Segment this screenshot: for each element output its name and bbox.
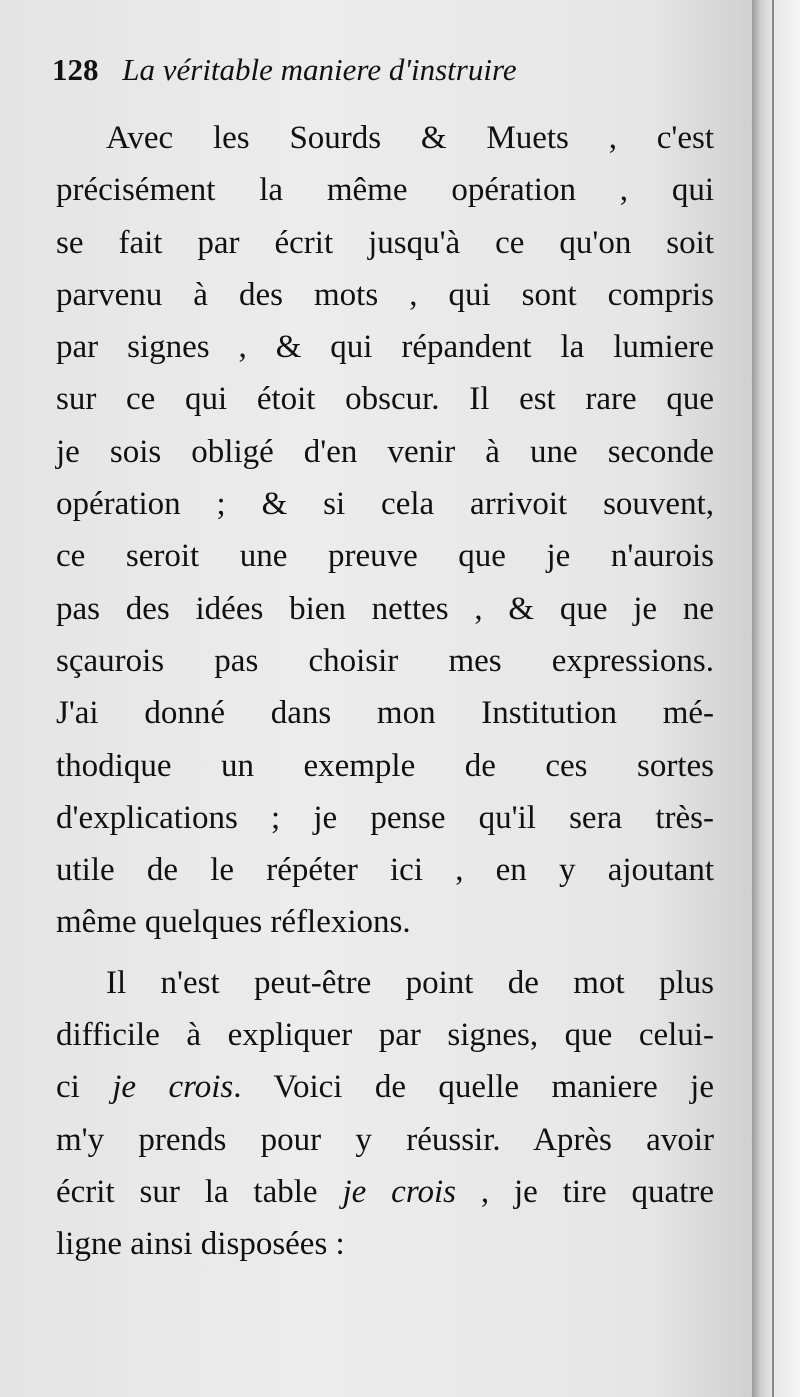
page-header bbox=[52, 52, 702, 96]
gutter-edge bbox=[772, 0, 774, 1397]
text-line: utile de le répéter ici , en y ajoutant bbox=[56, 852, 714, 889]
text-line: par signes , & qui répandent la lumiere bbox=[56, 329, 714, 366]
text-line: thodique un exemple de ces sortes bbox=[56, 747, 714, 784]
body-text bbox=[56, 112, 714, 1271]
running-title: La véritable maniere d'instruire bbox=[122, 52, 517, 87]
page-number: 128 bbox=[52, 52, 99, 87]
page-gutter bbox=[752, 0, 800, 1397]
text-line: écrit sur la table je crois , je tire quatre bbox=[56, 1173, 714, 1210]
text-line: parvenu à des mots , qui sont compris bbox=[56, 276, 714, 313]
text-line: J'ai donné dans mon Institution mé- bbox=[56, 695, 714, 732]
text-line: précisément la même opération , qui bbox=[56, 172, 714, 209]
text-line: d'explications ; je pense qu'il sera très- bbox=[56, 799, 714, 836]
text-line: m'y prends pour y réussir. Après avoir bbox=[56, 1121, 714, 1158]
text-line: opération ; & si cela arrivoit souvent, bbox=[56, 486, 714, 523]
text-line: ci je crois. Voici de quelle maniere je bbox=[56, 1069, 714, 1106]
text-line: sçaurois pas choisir mes expressions. bbox=[56, 642, 714, 679]
text-line: difficile à expliquer par signes, que celui- bbox=[56, 1017, 714, 1054]
text-line: Il n'est peut-être point de mot plus bbox=[106, 964, 714, 1001]
text-line: même quelques réflexions. bbox=[56, 904, 411, 941]
text-line: je sois obligé d'en venir à une seconde bbox=[56, 433, 714, 470]
text-line: sur ce qui étoit obscur. Il est rare que bbox=[56, 381, 714, 418]
text-line: ce seroit une preuve que je n'aurois bbox=[56, 538, 714, 575]
text-line: pas des idées bien nettes , & que je ne bbox=[56, 590, 714, 627]
text-line: se fait par écrit jusqu'à ce qu'on soit bbox=[56, 224, 714, 261]
text-line: Avec les Sourds & Muets , c'est bbox=[106, 120, 714, 156]
text-line: ligne ainsi disposées : bbox=[56, 1226, 345, 1263]
